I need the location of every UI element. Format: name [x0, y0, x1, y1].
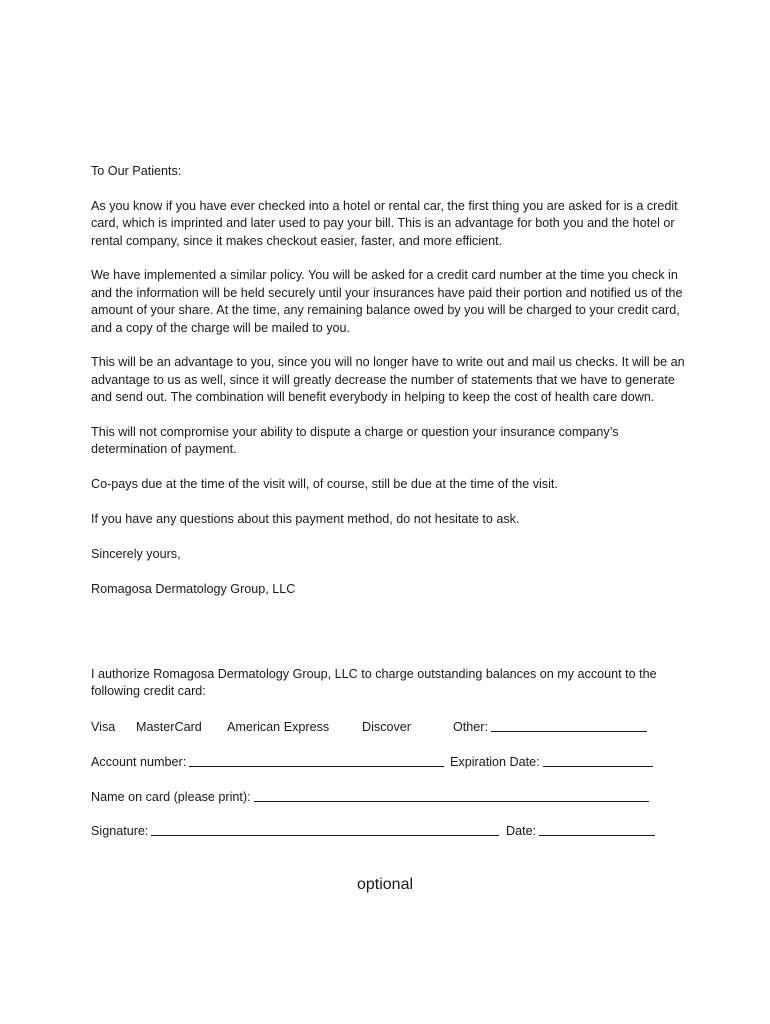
paragraph-hotel-analogy: As you know if you have ever checked into a hotel or rental car, the first thing you are asked for is a credit card, which is imprinted and later used to pay your bill. This is an advantage for both you and the hotel or rental company, since it makes checkout easier, faster, and more efficient. [91, 198, 678, 248]
signature-group [91, 823, 148, 840]
closing: Sincerely yours, [91, 546, 181, 561]
card-type-other-label: Other: [453, 720, 488, 734]
paragraph-copays: Co-pays due at the time of the visit will, of course, still be due at the time of the visit. [91, 477, 558, 492]
card-type-row [91, 719, 691, 736]
expiration-date-group [450, 754, 540, 771]
card-type-visa[interactable]: Visa [91, 720, 116, 734]
signature-row [91, 823, 691, 840]
paragraph-advantage: This will be an advantage to you, since you will no longer have to write out and mail us checks. It will be an advantage to us as well, since it will greatly decrease the number of statements that we have to generate and send out. The combination will benefit everybody in helping to keep the cost of health care down. [91, 355, 685, 405]
card-type-amex[interactable]: American Express [227, 720, 330, 734]
paragraph-questions: If you have any questions about this payment method, do not hesitate to ask. [91, 512, 520, 527]
account-number-label: Account number: [91, 755, 187, 769]
expiration-date-field[interactable] [543, 754, 653, 767]
account-number-field[interactable] [189, 754, 444, 767]
signoff: Romagosa Dermatology Group, LLC [91, 581, 296, 596]
date-group [506, 823, 536, 840]
paragraph-policy: We have implemented a similar policy. You will be asked for a credit card number at the time you check in and the information will be held securely until your insurances have paid their portion and notified us of the amount of your share. At the time, any remaining balance owed by you will be charged to your credit card, and a copy of the charge will be mailed to you. [91, 268, 683, 335]
optional-note: optional [356, 876, 414, 893]
date-label: Date: [506, 824, 537, 838]
other-card-field[interactable] [491, 719, 647, 732]
card-type-mastercard[interactable]: MasterCard [136, 720, 202, 734]
authorization-statement-block [91, 666, 691, 701]
name-on-card-label: Name on card (please print): [91, 790, 251, 804]
signature-label: Signature: [91, 824, 149, 838]
authorization-statement: I authorize Romagosa Dermatology Group, LLC to charge outstanding balances on my account to the following credit card: [91, 667, 657, 699]
signature-field[interactable] [151, 823, 499, 836]
account-number-group [91, 754, 186, 771]
letter-body [91, 163, 691, 615]
name-on-card-group [91, 789, 251, 806]
date-field[interactable] [539, 823, 655, 836]
name-row [91, 789, 691, 806]
expiration-date-label: Expiration Date: [450, 755, 540, 769]
name-on-card-field[interactable] [254, 789, 649, 802]
card-type-other [453, 719, 488, 736]
paragraph-dispute: This will not compromise your ability to dispute a charge or question your insurance company’s determination of payment. [91, 425, 619, 457]
account-row [91, 754, 691, 771]
card-type-discover[interactable]: Discover [362, 720, 411, 734]
salutation: To Our Patients: [91, 164, 182, 178]
